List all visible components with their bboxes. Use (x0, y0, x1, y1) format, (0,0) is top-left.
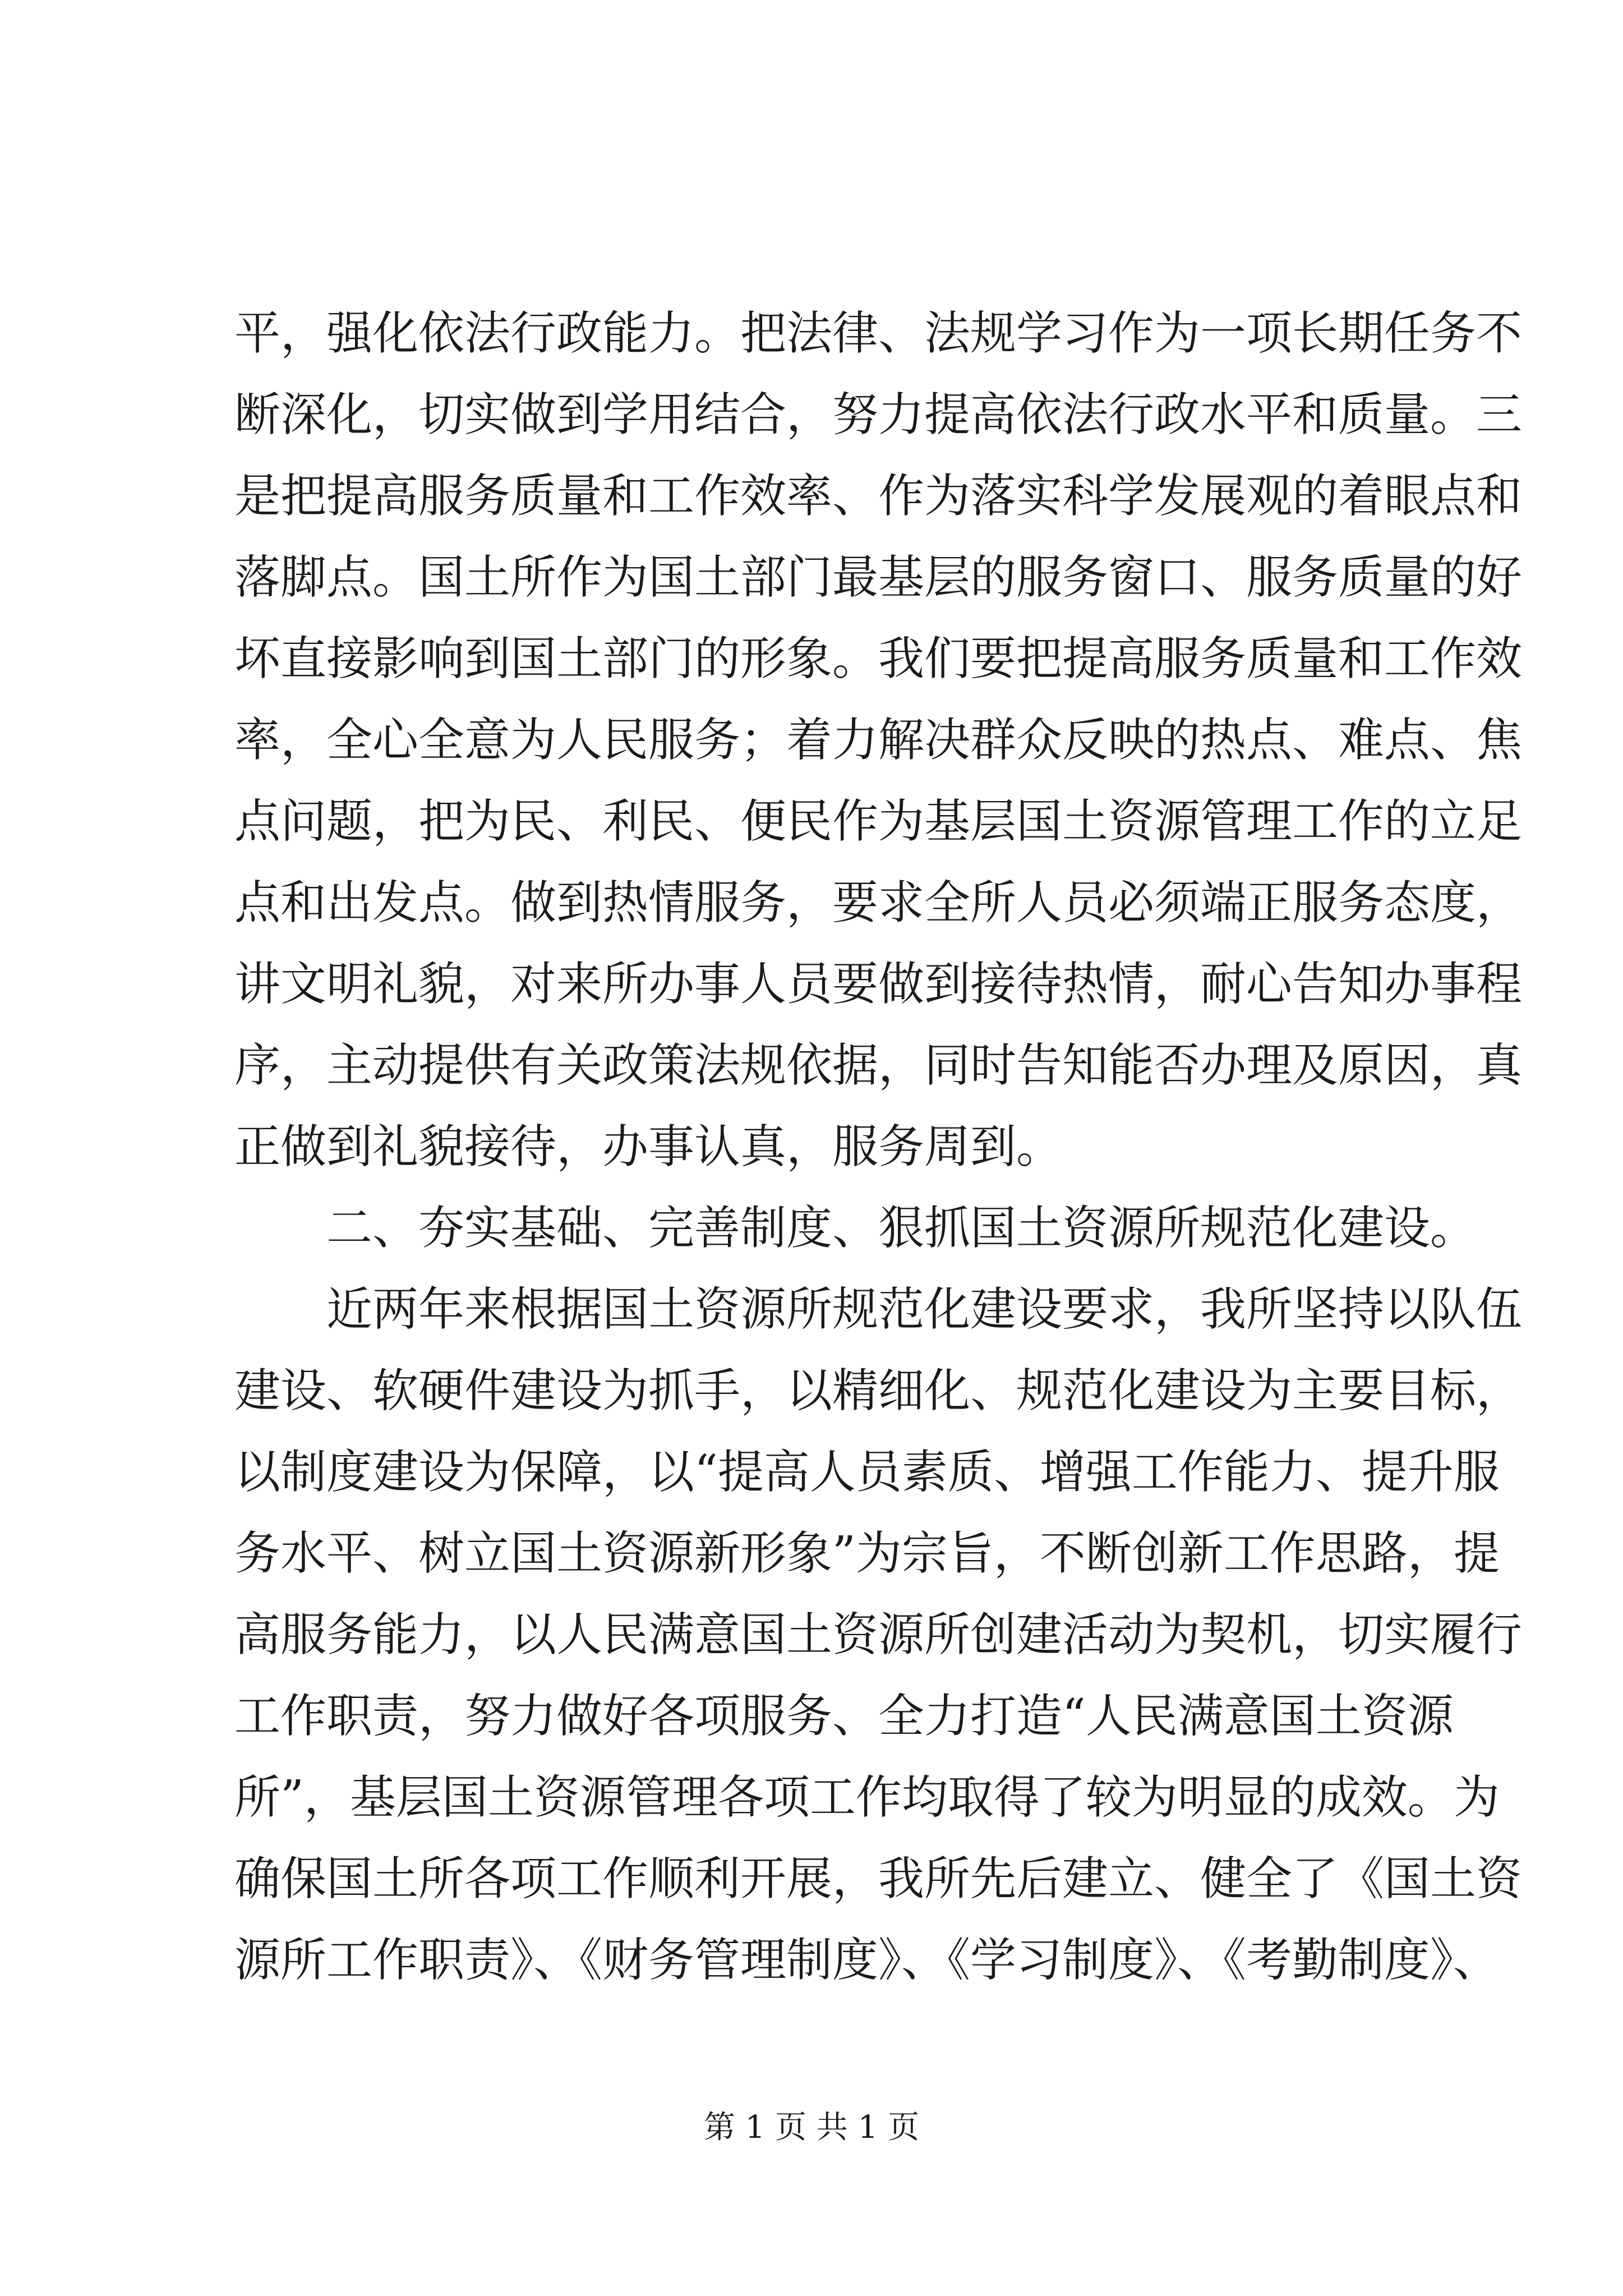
body-line-17: 高服务能力，以人民满意国土资源所创建活动为契机，切实履行 (234, 1608, 1523, 1662)
section-heading: 二、夯实基础、完善制度、狠抓国土资源所规范化建设。 (326, 1202, 1477, 1255)
body-line-2: 断深化，切实做到学用结合，努力提高依法行政水平和质量。三 (234, 388, 1523, 441)
body-line-6: 率，全心全意为人民服务；着力解决群众反映的热点、难点、焦 (234, 714, 1523, 767)
page-footer: 第 1 页 共 1 页 (703, 2109, 920, 2146)
body-line-3: 是把提高服务质量和工作效率、作为落实科学发展观的着眼点和 (234, 470, 1523, 523)
body-line-11: 正做到礼貌接待，办事认真，服务周到。 (234, 1120, 1063, 1174)
body-line-8: 点和出发点。做到热情服务，要求全所人员必须端正服务态度， (234, 876, 1523, 930)
body-line-9: 讲文明礼貌，对来所办事人员要做到接待热情，耐心告知办事程 (234, 958, 1523, 1011)
body-line-10: 序，主动提供有关政策法规依据，同时告知能否办理及原因，真 (234, 1039, 1523, 1092)
body-line-5: 坏直接影响到国土部门的形象。我们要把提高服务质量和工作效 (234, 632, 1523, 685)
body-line-16: 务水平、树立国土资源新形象”为宗旨，不断创新工作思路，提 (234, 1527, 1500, 1580)
body-line-20: 确保国土所各项工作顺利开展，我所先后建立、健全了《国土资 (234, 1852, 1523, 1906)
body-line-7: 点问题，把为民、利民、便民作为基层国土资源管理工作的立足 (234, 795, 1523, 848)
body-line-18: 工作职责，努力做好各项服务、全力打造“人民满意国土资源 (234, 1690, 1454, 1743)
body-line-4: 落脚点。国土所作为国土部门最基层的服务窗口、服务质量的好 (234, 551, 1523, 604)
body-line-21: 源所工作职责》、《财务管理制度》、《学习制度》、《考勤制度》、 (234, 1934, 1500, 1987)
body-line-15: 以制度建设为保障，以“提高人员素质、增强工作能力、提升服 (234, 1446, 1500, 1499)
body-line-13: 近两年来根据国土资源所规范化建设要求，我所坚持以队伍 (326, 1283, 1523, 1336)
body-line-1: 平，强化依法行政能力。把法律、法规学习作为一项长期任务不 (234, 307, 1523, 360)
body-line-14: 建设、软硬件建设为抓手，以精细化、规范化建设为主要目标， (234, 1364, 1523, 1418)
body-line-19: 所”，基层国土资源管理各项工作均取得了较为明显的成效。为 (234, 1771, 1500, 1824)
